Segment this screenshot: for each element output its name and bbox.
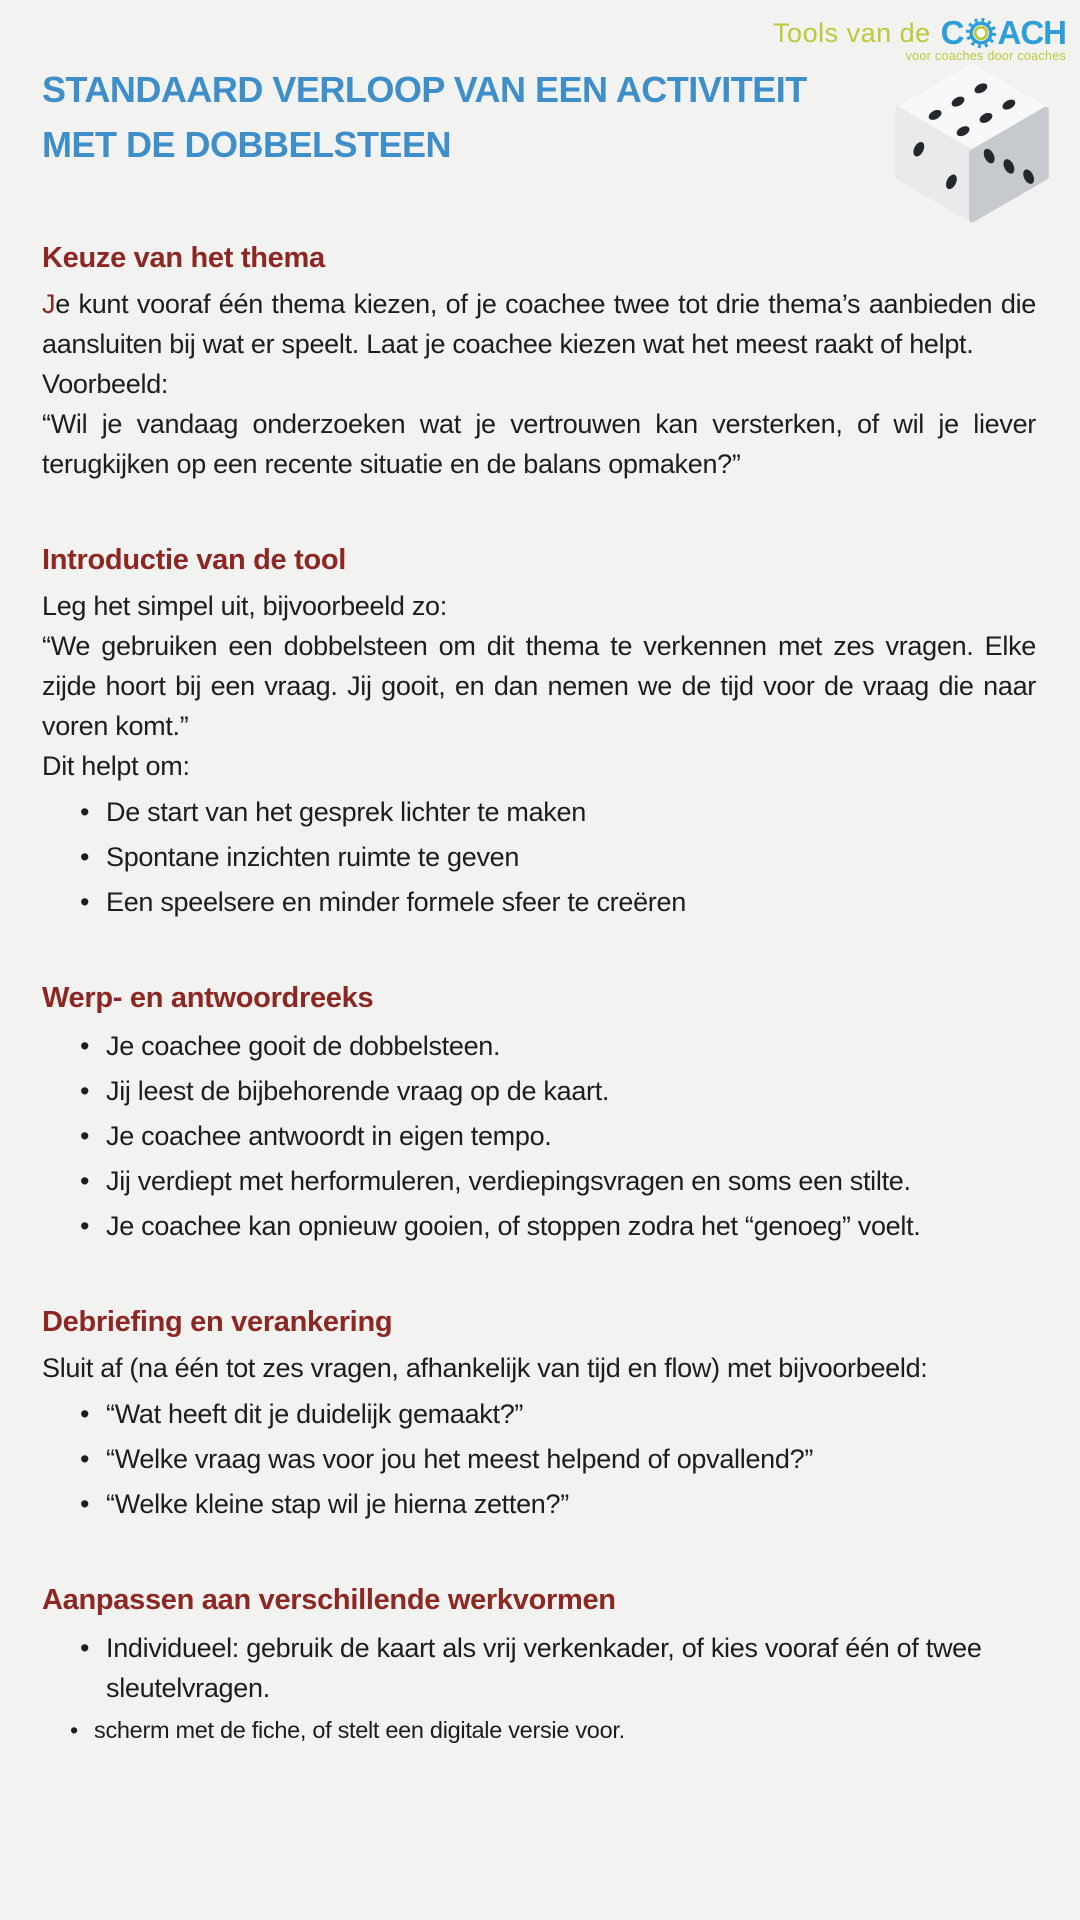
page-title-line1: STANDAARD VERLOOP VAN EEN ACTIVITEIT (42, 69, 807, 110)
section (42, 1578, 1036, 1747)
bullet-item: • scherm met de fiche, of stelt een digitale versie voor. (70, 1713, 1036, 1747)
section-heading: Aanpassen aan verschillende werkvormen (42, 1584, 616, 1616)
bullet-item: • “Wat heeft dit je duidelijk gemaakt?” (80, 1394, 1036, 1434)
bullet-list (42, 1026, 1036, 1246)
logo-prefix-text: Tools van de (773, 17, 931, 48)
bullet-item: • Jij leest de bijbehorende vraag op de kaart. (80, 1071, 1036, 1111)
paragraph: Voorbeeld: (42, 369, 169, 399)
section (42, 538, 1036, 922)
section-heading: Keuze van het thema (42, 242, 325, 274)
bullet-item: • “Welke vraag was voor jou het meest helpend of opvallend?” (80, 1439, 1036, 1479)
bullet-list (42, 792, 1036, 922)
paragraph-text: e kunt vooraf één thema kiezen, of je coachee twee tot drie thema’s aanbieden die aansluiten bij wat er speelt. Laat je coachee kiezen wat het meest raakt of helpt. (42, 289, 1036, 359)
page-title (42, 62, 862, 172)
bullet-item: • “Welke kleine stap wil je hierna zetten?” (80, 1484, 1036, 1524)
red-initial-letter: J (42, 289, 56, 319)
logo-brand-ach: ACH (997, 14, 1066, 51)
logo-brand (941, 14, 1066, 52)
section-heading: Werp- en antwoordreeks (42, 982, 374, 1014)
section-heading: Debriefing en verankering (42, 1306, 393, 1338)
bullet-item: • Je coachee kan opnieuw gooien, of stoppen zodra het “genoeg” voelt. (80, 1206, 1036, 1246)
page-title-line2: MET DE DOBBELSTEEN (42, 124, 452, 165)
bullet-item: • Individueel: gebruik de kaart als vrij verkenkader, of kies vooraf één of twee sleutelvragen. (80, 1628, 1036, 1708)
section (42, 976, 1036, 1246)
bullet-item: • Je coachee antwoordt in eigen tempo. (80, 1116, 1036, 1156)
paragraph: Leg het simpel uit, bijvoorbeeld zo: (42, 591, 447, 621)
paragraph: “We gebruiken een dobbelsteen om dit thema te verkennen met zes vragen. Elke zijde hoort bij een vraag. Jij gooit, en dan nemen we de tijd voor de vraag die naar voren komt.” (42, 631, 1036, 741)
paragraph: “Wil je vandaag onderzoeken wat je vertrouwen kan versterken, of wil je liever terugkijken op een recente situatie en de balans opmaken?” (42, 409, 1036, 479)
bullet-list (42, 1628, 1036, 1747)
brand-logo (773, 14, 1066, 63)
logo-brand-c: C (940, 14, 964, 51)
section (42, 236, 1036, 484)
paragraph: Sluit af (na één tot zes vragen, afhankelijk van tijd en flow) met bijvoorbeeld: (42, 1353, 928, 1383)
paragraph (42, 284, 1036, 364)
bullet-item: • De start van het gesprek lichter te maken (80, 792, 1036, 832)
section (42, 1300, 1036, 1524)
gear-icon (965, 17, 997, 49)
paragraph: Dit helpt om: (42, 751, 190, 781)
bullet-item: • Je coachee gooit de dobbelsteen. (80, 1026, 1036, 1066)
logo-tagline: voor coaches door coaches (905, 49, 1066, 63)
dice-illustration (886, 60, 1058, 228)
section-heading: Introductie van de tool (42, 544, 347, 576)
bullet-item: • Een speelsere en minder formele sfeer te creëren (80, 882, 1036, 922)
dice-icon (886, 60, 1058, 223)
bullet-list (42, 1394, 1036, 1524)
bullet-item: • Spontane inzichten ruimte te geven (80, 837, 1036, 877)
bullet-item: • Jij verdiept met herformuleren, verdiepingsvragen en soms een stilte. (80, 1161, 1036, 1201)
